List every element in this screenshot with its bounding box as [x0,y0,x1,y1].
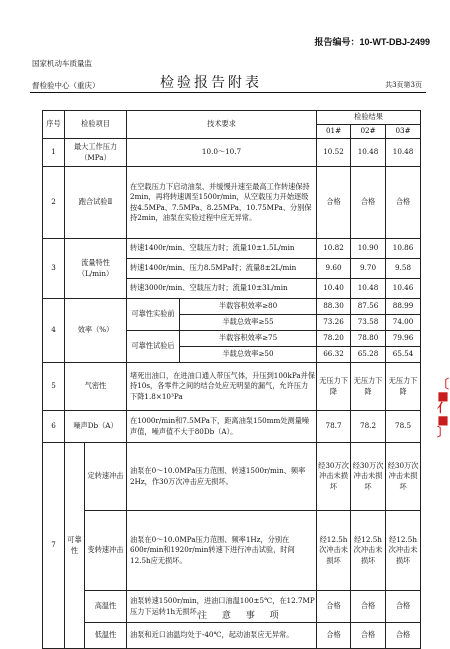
result-cell: 65.28 [351,347,386,363]
result-cell: 9.70 [351,259,386,279]
result-cell: 78.2 [351,411,386,443]
result-cell: 合格 [317,167,351,239]
item-cell: 最大工作压力（MPa） [65,139,127,167]
notes-heading: 注 意 事 项 [198,611,285,621]
table-row [43,411,421,443]
result-cell: 10.46 [386,279,421,299]
item-cell: 跑合试验Ⅱ [65,167,127,239]
document-title: 检验报告附表 [160,75,262,91]
table-row [43,239,421,259]
result-cell: 经30万次冲击未损坏 [386,443,421,511]
requirement-cell: 转速3000r/min、空载压力时；流量10±3L/min [127,279,317,299]
requirement-cell: 转速1400r/min、压力8.5MPa时；流量8±2L/min [127,259,317,279]
subgroup-cell: 可靠性实验前 [127,299,180,331]
result-cell: 10.48 [386,139,421,167]
result-cell: 9.58 [386,259,421,279]
result-cell: 经30万次冲击未损坏 [351,443,386,511]
result-cell: 无压力下降 [351,363,386,411]
result-cell: 合格 [351,623,386,649]
result-cell: 合格 [386,623,421,649]
result-cell: 78.80 [351,331,386,347]
requirement-cell: 半载总效率≥55 [180,315,317,331]
result-cell: 10.48 [351,279,386,299]
result-cell: 合格 [351,591,386,623]
result-cell: 合格 [386,591,421,623]
result-cell: 合格 [351,167,386,239]
result-cell: 10.82 [317,239,351,259]
result-cell: 无压力下降 [386,363,421,411]
requirement-cell: 堵死出油口，在进油口通入带压气体，升压到100kPa并保持10s，各零件之间的结合处应无明显的漏气，允许压力下降1.8×10³Pa [127,363,317,411]
header-sample-1: 01# [317,125,351,139]
subitem-cell: 定转速冲击 [85,443,127,511]
requirement-cell: 半载容积效率≥80 [180,299,317,315]
header-divider [30,92,426,93]
seq-cell: 1 [43,139,65,167]
seq-cell: 7 [43,443,65,649]
seq-cell: 3 [43,239,65,299]
requirement-cell: 在1000r/min和7.5MPa下，距离油泵150mm处测量噪声值，噪声值不大于80Db（A）。 [127,411,317,443]
seq-cell: 4 [43,299,65,363]
page-info: 共3页第3页 [385,81,422,89]
header-result: 检验结果 [317,111,421,125]
result-cell: 10.52 [317,139,351,167]
result-cell: 经12.5h次冲击未损坏 [317,511,351,591]
result-cell: 9.60 [317,259,351,279]
result-cell: 78.20 [317,331,351,347]
requirement-cell: 在空载压力下启动油泵、并缓慢升速至最高工作转速保持2min，再将转速调至1500r/min，从空载压力开始逐级按4.5MPa、7.5MPa、8.25MPa、10.75MPa、分别保持2min，油泵在实验过程中应无异常。 [127,167,317,239]
table-row [43,299,421,315]
requirement-cell: 油泵在0～10.0MPa压力范围、转速1500r/min、频率2Hz，作30万次冲击应无损坏。 [127,443,317,511]
result-cell: 10.48 [351,139,386,167]
item-cell: 流量特性（L/min） [65,239,127,299]
result-cell: 经30万次冲击未损坏 [317,443,351,511]
result-cell: 88.99 [386,299,421,315]
result-cell: 73.26 [317,315,351,331]
item-cell: 效率（%） [65,299,127,363]
requirement-cell: 油泵在0～10.0MPa压力范围、频率1Hz，分别在600r/min和1920r/min转速下进行冲击试验，时间12.5h应无损坏。 [127,511,317,591]
result-cell: 74.00 [386,315,421,331]
result-cell: 经12.5h次冲击未损坏 [351,511,386,591]
table-header-row [43,111,421,125]
result-cell: 无压力下降 [317,363,351,411]
result-cell: 78.5 [386,411,421,443]
result-cell: 66.32 [317,347,351,363]
table-row [43,443,421,511]
result-cell: 10.40 [317,279,351,299]
org-name-line1: 国家机动车质量监 [32,59,92,68]
result-cell: 10.90 [351,239,386,259]
subitem-cell: 变转速冲击 [85,511,127,591]
seal-stamp: 〔 ■ 亻 ■ 〕 [436,377,449,439]
result-cell: 79.96 [386,331,421,347]
seq-cell: 6 [43,411,65,443]
requirement-cell: 转速1400r/min、空载压力时；流量10±1.5L/min [127,239,317,259]
table-row [43,167,421,239]
org-name-line2: 督检验中心（重庆） [32,81,100,90]
requirement-cell: 半载总效率≥50 [180,347,317,363]
result-cell: 合格 [386,167,421,239]
result-cell: 87.56 [351,299,386,315]
result-cell: 合格 [317,591,351,623]
seq-cell: 5 [43,363,65,411]
item-cell: 可靠性 [65,443,85,649]
table-row [43,623,421,649]
subitem-cell: 低温性 [85,623,127,649]
result-cell: 10.86 [386,239,421,259]
result-cell: 73.58 [351,315,386,331]
inspection-table [42,110,421,649]
header-sample-3: 03# [386,125,421,139]
header-item: 检验项目 [65,111,127,139]
result-cell: 合格 [317,623,351,649]
table-row [43,139,421,167]
subitem-cell: 高温性 [85,591,127,623]
header-sample-2: 02# [351,125,386,139]
requirement-cell: 半载容积效率≥75 [180,331,317,347]
subgroup-cell: 可靠性试验后 [127,331,180,363]
requirement-cell: 10.0～10.7 [127,139,317,167]
result-cell: 88.30 [317,299,351,315]
report-number: 报告编号：10-WT-DBJ-2499 [314,37,430,47]
requirement-cell: 油泵转速1500r/min，进油口油温100±5℃，在12.7MP压力下运转1h无损坏。 [127,591,317,623]
table-row [43,511,421,591]
result-cell: 经12.5h次冲击未损坏 [386,511,421,591]
item-cell: 噪声Db（A） [65,411,127,443]
header-requirement: 技术要求 [127,111,317,139]
result-cell: 65.54 [386,347,421,363]
table-row [43,363,421,411]
result-cell: 78.7 [317,411,351,443]
header-seq: 序号 [43,111,65,139]
requirement-cell: 油泵和近口油温均处于-40℃，起动油泵应无异常。 [127,623,317,649]
seq-cell: 2 [43,167,65,239]
item-cell: 气密性 [65,363,127,411]
